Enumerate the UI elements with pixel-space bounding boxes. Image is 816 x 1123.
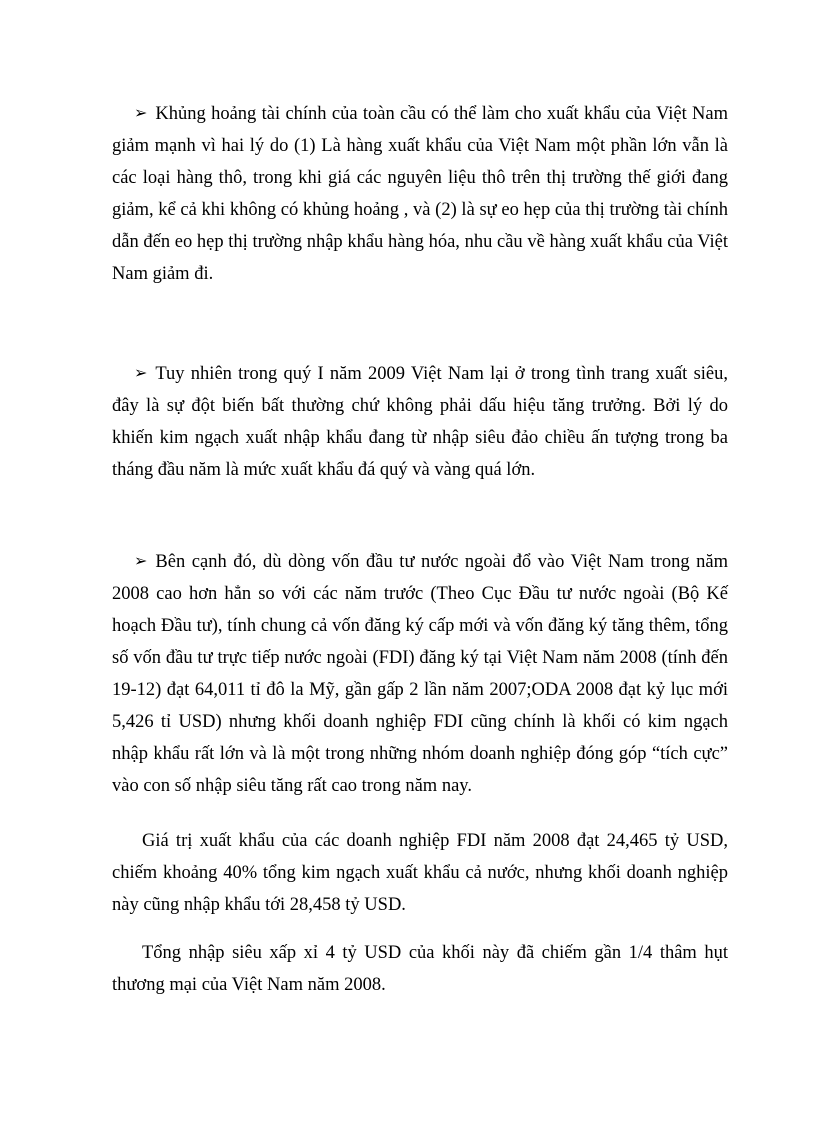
paragraph-trade-deficit [112, 937, 728, 1001]
arrowhead-bullet-icon: ➢ [134, 363, 148, 382]
paragraph-trade-surplus [112, 357, 728, 486]
arrowhead-bullet-icon: ➢ [134, 103, 148, 122]
paragraph-text: Tổng nhập siêu xấp xỉ 4 tỷ USD của khối này đã chiếm gần 1/4 thâm hụt thương mại của Việt Nam năm 2008. [112, 943, 728, 995]
paragraph-text: Tuy nhiên trong quý I năm 2009 Việt Nam lại ở trong tình trang xuất siêu, đây là sự đột biến bất thường chứ không phải dấu hiệu tăng trưởng. Bởi lý do khiến kim ngạch xuất nhập khẩu đang từ nhập siêu đảo chiều ấn tượng trong ba tháng đầu năm là mức xuất khẩu đá quý và vàng quá lớn. [112, 364, 728, 480]
paragraph-fdi-inflow [112, 545, 728, 802]
paragraph-text: Bên cạnh đó, dù dòng vốn đầu tư nước ngoài đổ vào Việt Nam trong năm 2008 cao hơn hẳn so với các năm trước (Theo Cục Đầu tư nước ngoài (Bộ Kế hoạch Đầu tư), tính chung cả vốn đăng ký cấp mới và vốn đăng ký tăng thêm, tổng số vốn đầu tư trực tiếp nước ngoài (FDI) đăng ký tại Việt Nam năm 2008 (tính đến 19-12) đạt 64,011 tỉ đô la Mỹ, gần gấp 2 lần năm 2007;ODA 2008 đạt kỷ lục mới 5,426 tỉ USD) nhưng khối doanh nghiệp FDI cũng chính là khối có kim ngạch nhập khẩu rất lớn và là một trong những nhóm doanh nghiệp đóng góp “tích cực” vào con số nhập siêu tăng rất cao trong năm nay. [112, 552, 728, 796]
paragraph-text: Giá trị xuất khẩu của các doanh nghiệp FDI năm 2008 đạt 24,465 tỷ USD, chiếm khoảng 40% tổng kim ngạch xuất khẩu cả nước, nhưng khối doanh nghiệp này cũng nhập khẩu tới 28,458 tỷ USD. [112, 831, 728, 915]
paragraph-text: Khủng hoảng tài chính của toàn cầu có thể làm cho xuất khẩu của Việt Nam giảm mạnh vì hai lý do (1) Là hàng xuất khẩu của Việt Nam một phần lớn vẫn là các loại hàng thô, trong khi giá các nguyên liệu thô trên thị trường thế giới đang giảm, kể cả khi không có khủng hoảng , và (2) là sự eo hẹp của thị trường tài chính dẫn đến eo hẹp thị trường nhập khẩu hàng hóa, nhu cầu về hàng xuất khẩu của Việt Nam giảm đi. [112, 104, 728, 284]
paragraph-export-crisis [112, 97, 728, 290]
arrowhead-bullet-icon: ➢ [134, 551, 148, 570]
paragraph-fdi-export-value [112, 825, 728, 921]
